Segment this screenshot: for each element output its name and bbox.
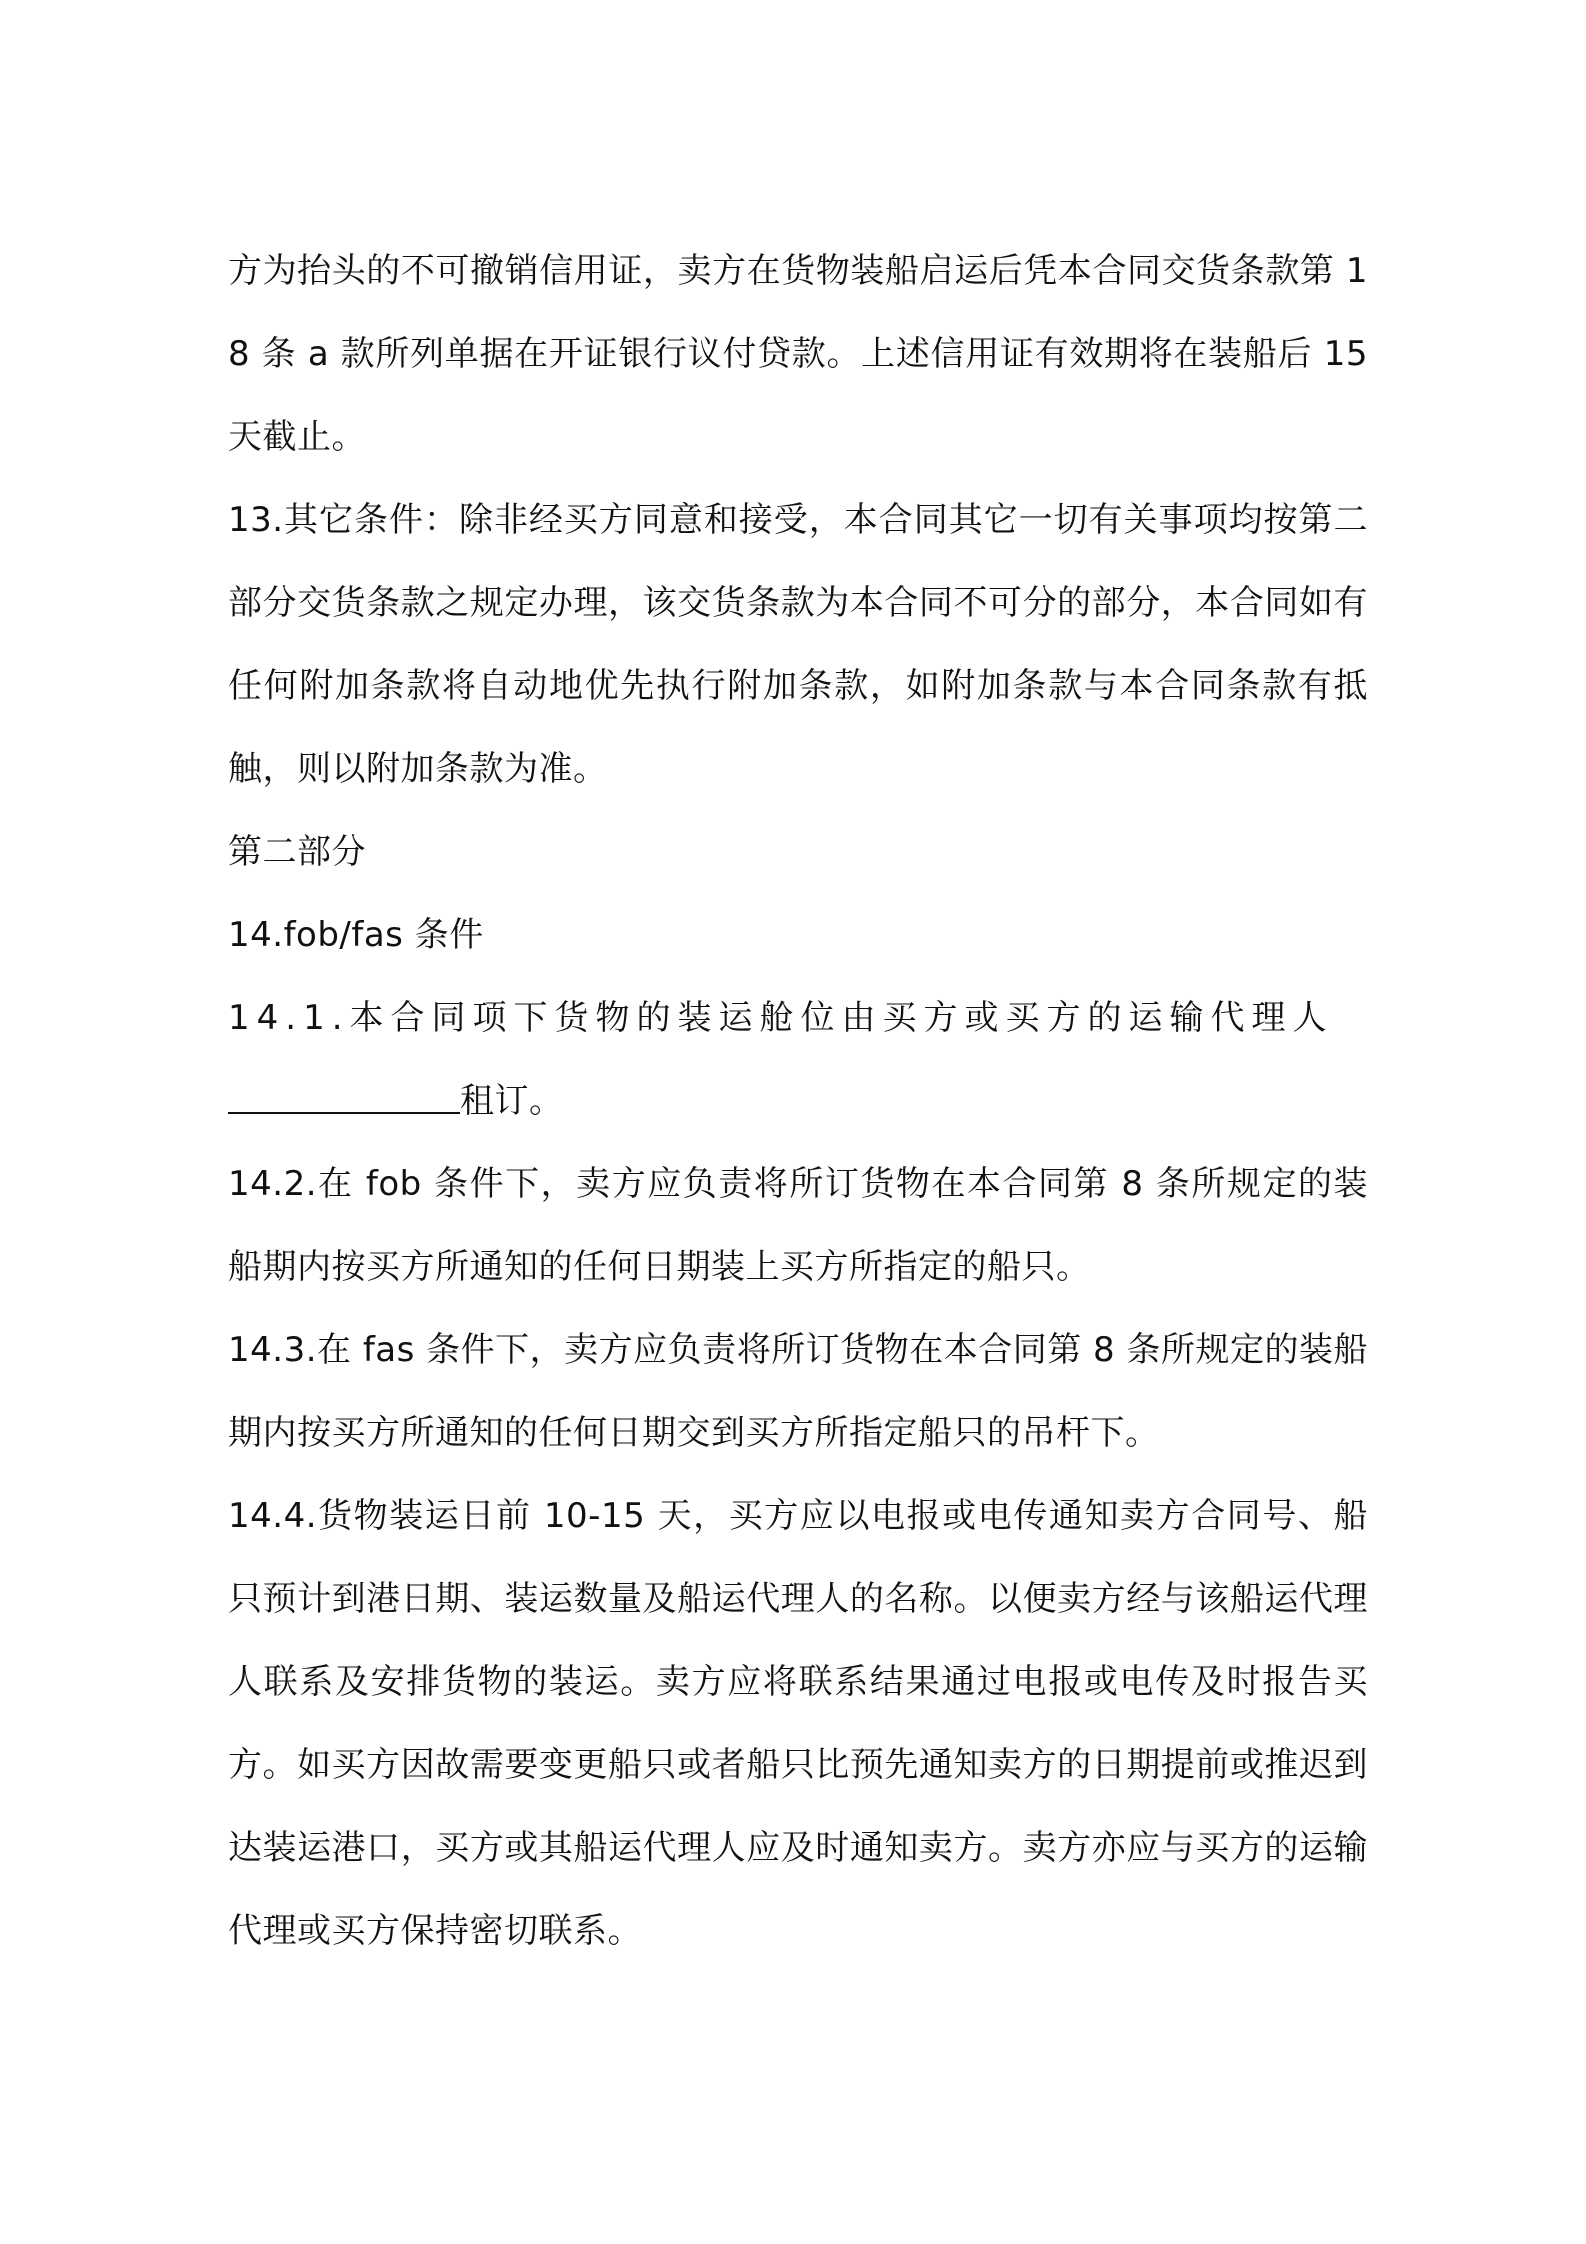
paragraph-clause-14-1: 14.1.本合同项下货物的装运舱位由买方或买方的运输代理人: [228, 998, 1334, 1038]
paragraph-clause-14-4: 14.4.货物装运日前 10-15 天，买方应以电报或电传通知卖方合同号、船只预计到港日期、装运数量及船运代理人的名称。以便卖方经与该船运代理人联系及安排货物的装运。卖方应将联系结果通过电报或电传及时报告买方。如买方因故需要变更船只或者船只比预先通知卖方的日期提前或推迟到达装运港口，买方或其船运代理人应及时通知卖方。卖方亦应与买方的运输代理或买方保持密切联系。: [228, 1496, 1368, 1951]
paragraph-lc-payment-terms: 方为抬头的不可撤销信用证，卖方在货物装船启运后凭本合同交货条款第 18 条 a 款所列单据在开证银行议付贷款。上述信用证有效期将在装船后 15 天截止。: [228, 251, 1368, 457]
fill-in-blank-line: [228, 1076, 460, 1114]
paragraph-clause-14-1-continuation: [228, 1060, 1368, 1143]
paragraph-clause-14-3: 14.3.在 fas 条件下，卖方应负责将所订货物在本合同第 8 条所规定的装船期内按买方所通知的任何日期交到买方所指定船只的吊杆下。: [228, 1330, 1368, 1453]
paragraph-clause-13-other-conditions: 13.其它条件：除非经买方同意和接受，本合同其它一切有关事项均按第二部分交货条款之规定办理，该交货条款为本合同不可分的部分，本合同如有任何附加条款将自动地优先执行附加条款，如附加条款与本合同条款有抵触，则以附加条款为准。: [228, 500, 1368, 789]
clause-14-1-ending-text: 租订。: [460, 1081, 564, 1121]
section-heading-part-two: 第二部分: [228, 832, 366, 872]
clause-heading-14-fob-fas: 14.fob/fas 条件: [228, 915, 484, 955]
paragraph-clause-14-2: 14.2.在 fob 条件下，卖方应负责将所订货物在本合同第 8 条所规定的装船期内按买方所通知的任何日期装上买方所指定的船只。: [228, 1164, 1368, 1287]
document-body: [228, 230, 1368, 1973]
